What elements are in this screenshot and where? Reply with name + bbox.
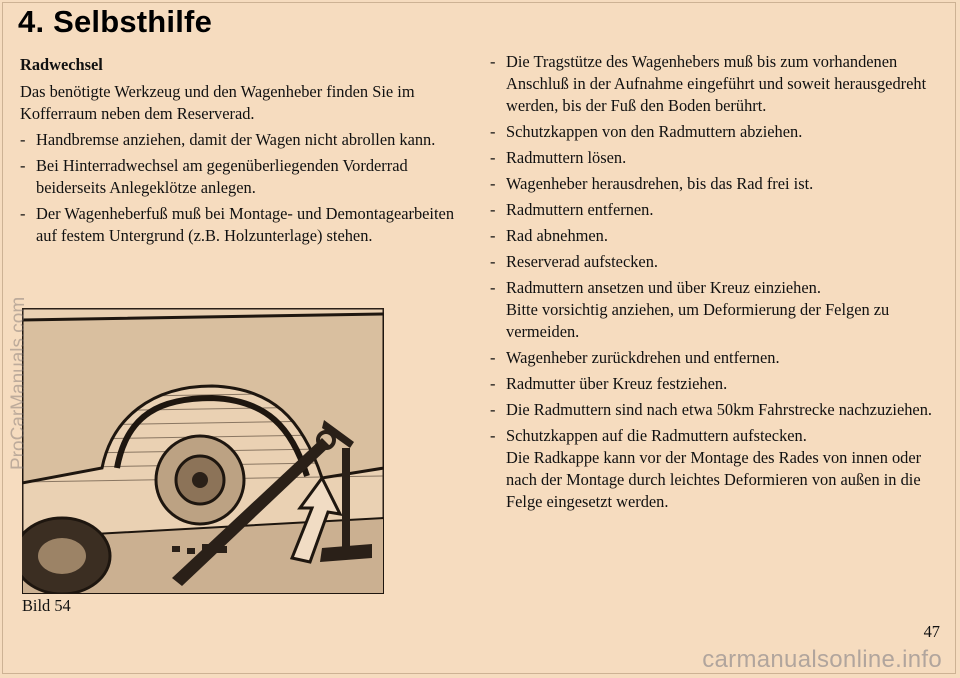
step-text: Wagenheber herausdrehen, bis das Rad frei ist. [506, 174, 814, 193]
step-text: Schutzkappen auf die Radmuttern aufstecken. [506, 426, 807, 445]
list-item [490, 251, 942, 273]
list-item [490, 399, 942, 421]
figure-caption: Bild 54 [22, 596, 71, 615]
wheel-change-illustration [22, 308, 384, 594]
step-text: Die Radmuttern sind nach etwa 50km Fahrstrecke nachzuziehen. [506, 400, 933, 419]
intro-paragraph: Das benötigte Werkzeug und den Wagenheber finden Sie im Kofferraum neben dem Reserverad. [20, 82, 415, 123]
step-note: Die Radkappe kann vor der Montage des Rades von innen oder nach der Montage durch leichtes Deformieren von außen in die Felge eingesetzt werden. [506, 448, 922, 511]
step-text: Schutzkappen von den Radmuttern abziehen. [506, 122, 803, 141]
page-number: 47 [923, 622, 940, 641]
step-text: Rad abnehmen. [506, 226, 608, 245]
step-text: Wagenheber zurückdrehen und entfernen. [506, 348, 780, 367]
step-text: Radmuttern lösen. [506, 148, 627, 167]
list-item [490, 425, 942, 513]
list-item [490, 373, 942, 395]
section-title: Radwechsel [20, 55, 103, 74]
right-step-list [490, 51, 942, 513]
bottom-watermark: carmanualsonline.info [702, 646, 942, 673]
step-text: Radmuttern entfernen. [506, 200, 654, 219]
list-item [490, 121, 942, 143]
list-item [490, 199, 942, 221]
list-item [490, 173, 942, 195]
list-item [490, 147, 942, 169]
page-title: 4. Selbsthilfe [18, 4, 213, 39]
step-note: Bitte vorsichtig anziehen, um Deformierung der Felgen zu vermeiden. [506, 300, 890, 341]
left-step-list [20, 129, 472, 247]
right-column [490, 51, 942, 517]
list-item [490, 51, 942, 117]
list-item: - Handbremse anziehen, damit der Wagen nicht abrollen kann. [20, 129, 472, 151]
list-item: - Der Wagenheberfuß muß bei Montage- und Demontagearbeiten auf festem Untergrund (z.B. Holzunterlage) stehen. [20, 203, 472, 247]
step-text: Radmutter über Kreuz festziehen. [506, 374, 728, 393]
list-item [490, 347, 942, 369]
illustration-drawing [22, 308, 384, 594]
step-text: Die Tragstütze des Wagenhebers muß bis zum vorhandenen Anschluß in der Aufnahme eingeführt und soweit herausgedreht werden, bis der Fuß den Boden berührt. [506, 52, 927, 115]
step-text: Reserverad aufstecken. [506, 252, 658, 271]
list-item [490, 225, 942, 247]
step-text: Radmuttern ansetzen und über Kreuz einziehen. [506, 278, 821, 297]
left-column [20, 54, 472, 251]
side-watermark: ProCarManuals.com [8, 296, 29, 470]
list-item: - Bei Hinterradwechsel am gegenüberliegenden Vorderrad beiderseits Anlegeklötze anlegen. [20, 155, 472, 199]
list-item [490, 277, 942, 343]
